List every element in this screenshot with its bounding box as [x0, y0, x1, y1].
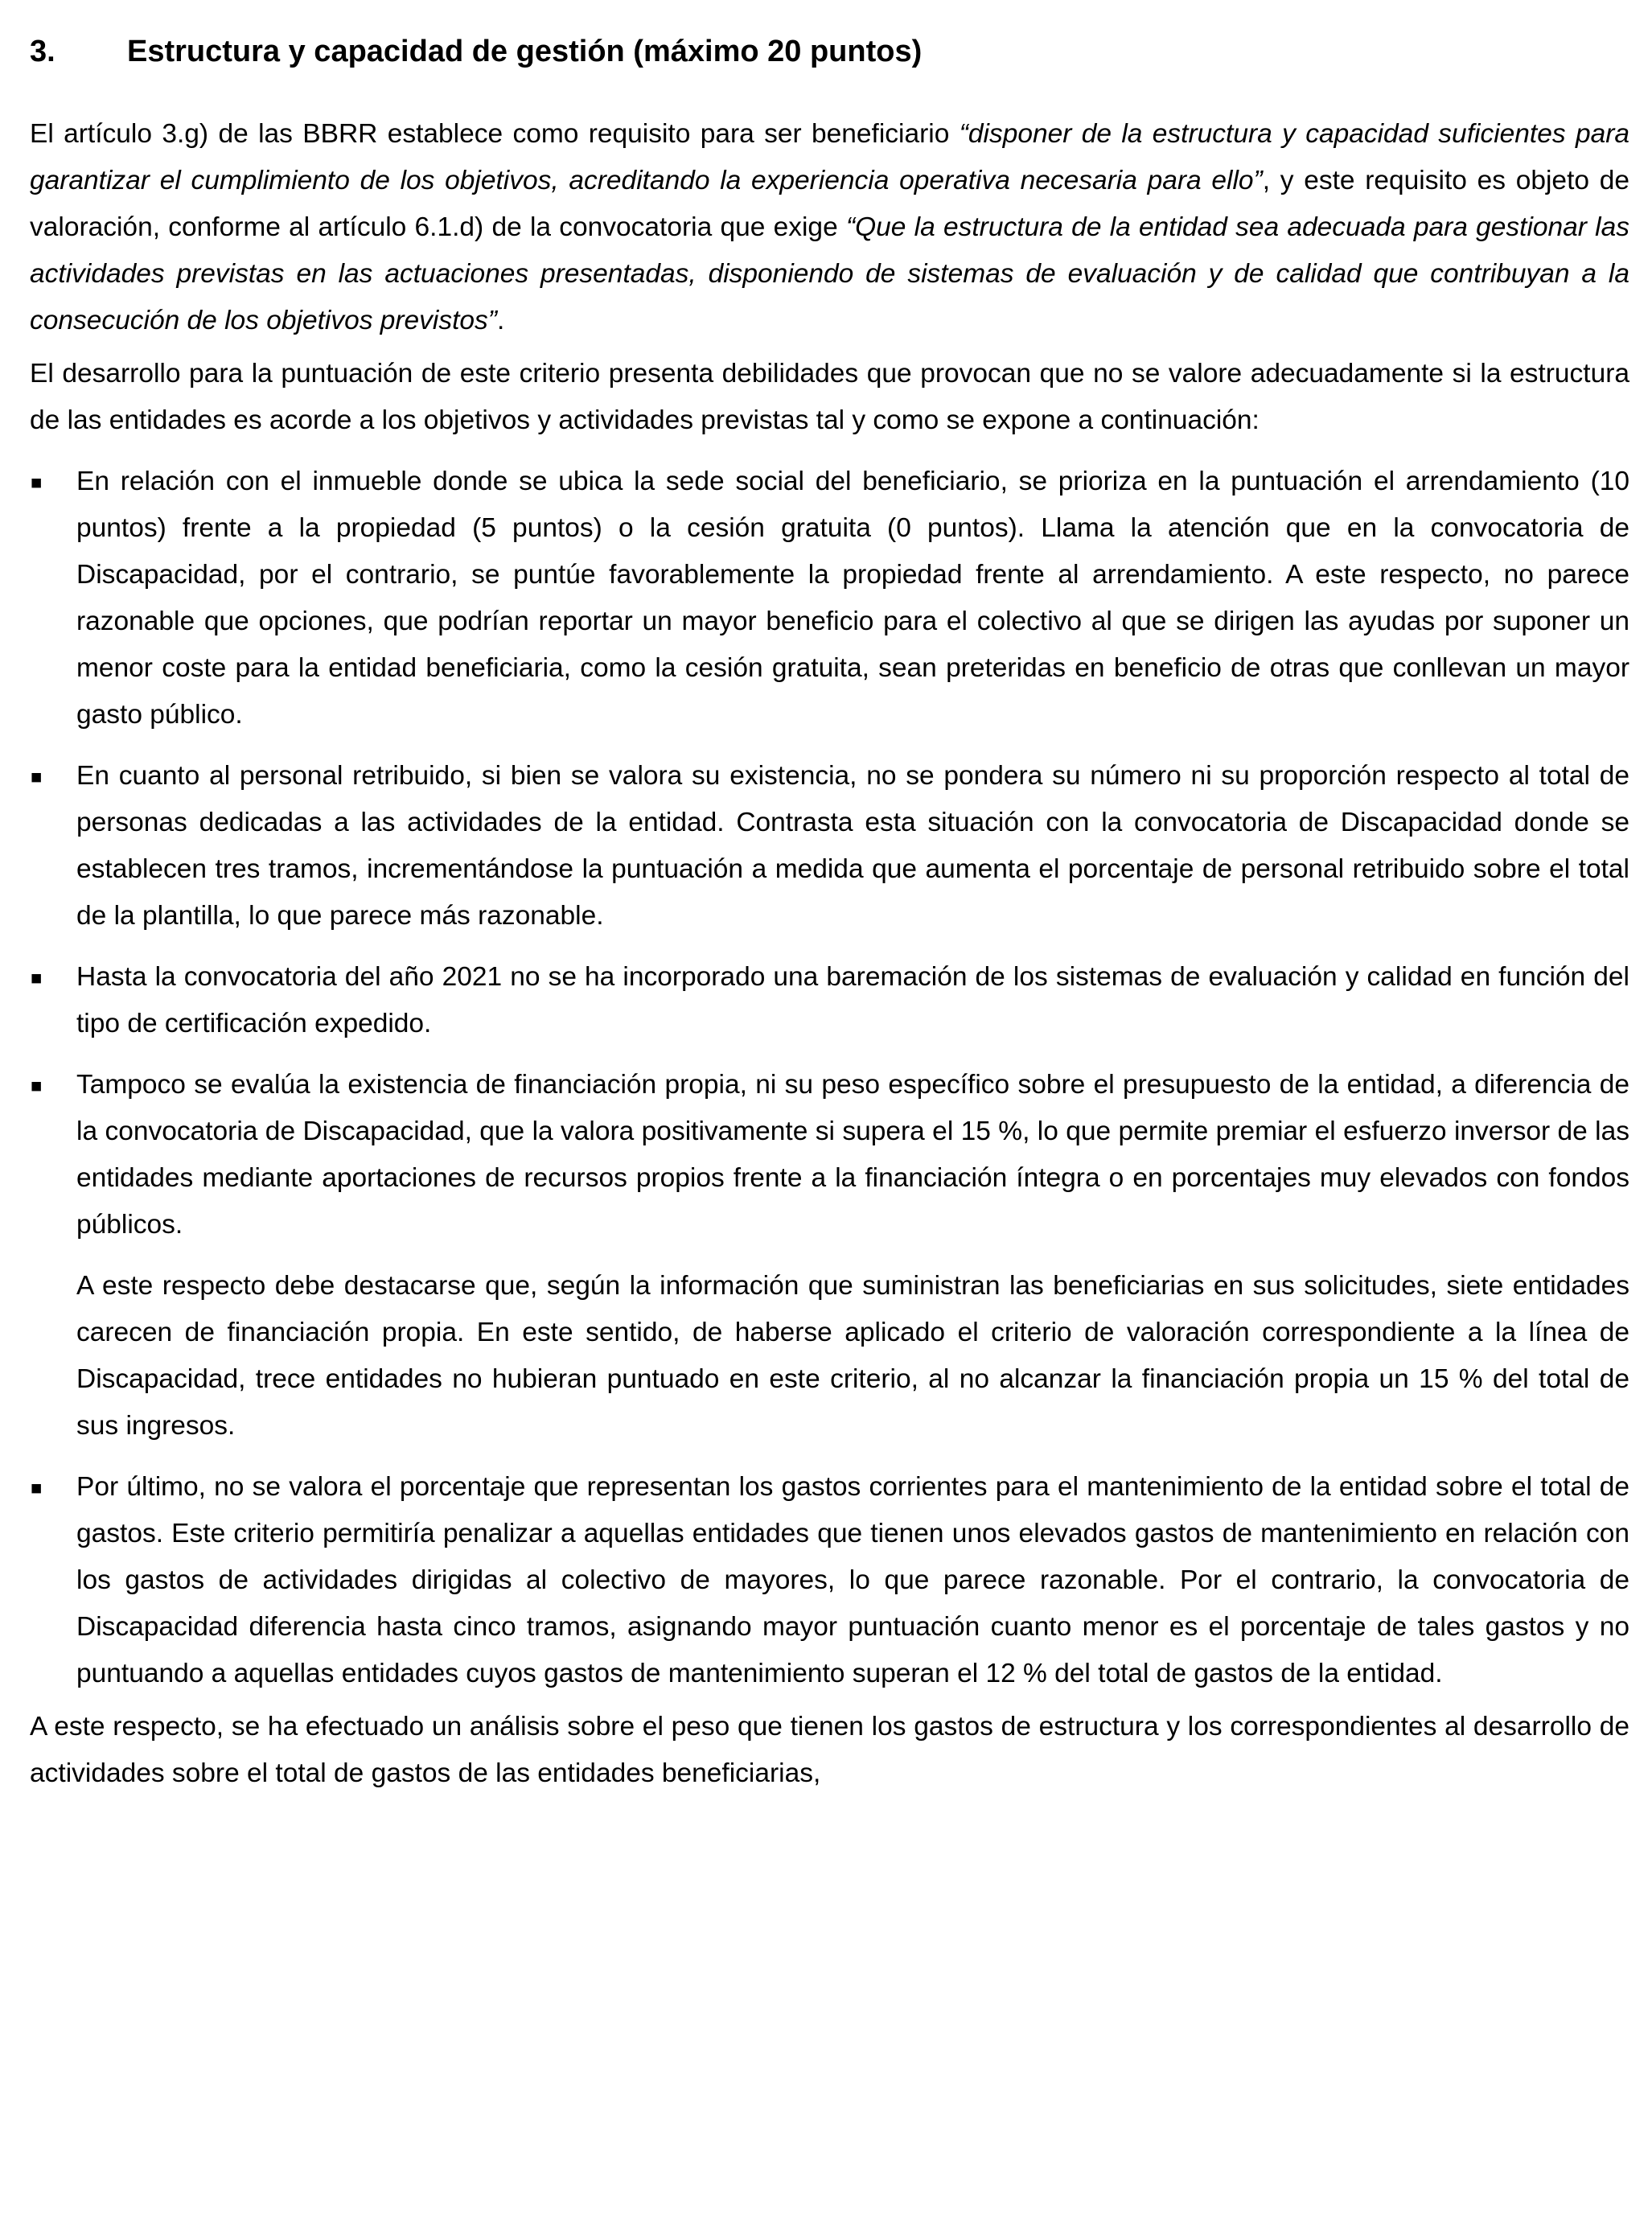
- paragraph-analisis-final: A este respecto, se ha efectuado un análisis sobre el peso que tienen los gastos de estructura y los correspondientes al desarrollo de actividades sobre el total de gastos de las entidades beneficiarias,: [30, 1712, 1629, 1788]
- bullet-icon: ▪: [30, 1064, 43, 1106]
- bullet-text-baremacion-2021: Hasta la convocatoria del año 2021 no se ha incorporado una baremación de los sistemas de evaluación y calidad en función del tipo de certificación expedido.: [76, 962, 1629, 1038]
- bullet-item-gastos-corrientes: [30, 1464, 1629, 1697]
- bullet-text-financiacion-propia: Tampoco se evalúa la existencia de financiación propia, ni su peso específico sobre el presupuesto de la entidad, a diferencia de la convocatoria de Discapacidad, que la valora positivamente si supera el 15 %, lo que permite premiar el esfuerzo inversor de las entidades mediante aportaciones de recursos propios frente a la financiación íntegra o en porcentajes muy elevados con fondos públicos.: [76, 1070, 1629, 1240]
- bullet-item-inmueble: [30, 459, 1629, 738]
- bullet-icon: ▪: [30, 956, 43, 998]
- section-number: 3.: [30, 35, 55, 68]
- paragraph-debilidades: El desarrollo para la puntuación de este criterio presenta debilidades que provocan que no se valore adecuadamente si la estructura de las entidades es acorde a los objetivos y actividades previstas tal y como se expone a continuación:: [30, 359, 1629, 435]
- bullet-icon: ▪: [30, 755, 43, 797]
- bullet-item-financiacion-propia: [30, 1062, 1629, 1248]
- bullet-icon: ▪: [30, 1466, 43, 1508]
- paragraph-siete-entidades: A este respecto debe destacarse que, según la información que suministran las beneficiarias en sus solicitudes, siete entidades carecen de financiación propia. En este sentido, de haberse aplicado el criterio de valoración correspondiente a la línea de Discapacidad, trece entidades no hubieran puntuado en este criterio, al no alcanzar la financiación propia un 15 % del total de sus ingresos.: [76, 1271, 1629, 1441]
- section-heading: [30, 32, 1629, 71]
- bullet-text-inmueble: En relación con el inmueble donde se ubica la sede social del beneficiario, se prioriza en la puntuación el arrendamiento (10 puntos) frente a la propiedad (5 puntos) o la cesión gratuita (0 puntos). Llama la atención que en la convocatoria de Discapacidad, por el contrario, se puntúe favorablemente la propiedad frente al arrendamiento. A este respecto, no parece razonable que opciones, que podrían reportar un mayor beneficio para el colectivo al que se dirigen las ayudas por suponer un menor coste para la entidad beneficiaria, como la cesión gratuita, sean preteridas en beneficio de otras que conllevan un mayor gasto público.: [76, 467, 1629, 730]
- bullet-text-personal-retribuido: En cuanto al personal retribuido, si bien se valora su existencia, no se pondera su número ni su proporción respecto al total de personas dedicadas a las actividades de la entidad. Contrasta esta situación con la convocatoria de Discapacidad donde se establecen tres tramos, incrementándose la puntuación a medida que aumenta el porcentaje de personal retribuido sobre el total de la plantilla, lo que parece más razonable.: [76, 761, 1629, 931]
- bullet-text-gastos-corrientes: Por último, no se valora el porcentaje que representan los gastos corrientes para el mantenimiento de la entidad sobre el total de gastos. Este criterio permitiría penalizar a aquellas entidades que tienen unos elevados gastos de mantenimiento en relación con los gastos de actividades dirigidas al colectivo de mayores, lo que parece razonable. Por el contrario, la convocatoria de Discapacidad diferencia hasta cinco tramos, asignando mayor puntuación cuanto menor es el porcentaje de tales gastos y no puntuando a aquellas entidades cuyos gastos de mantenimiento superan el 12 % del total de gastos de la entidad.: [76, 1472, 1629, 1688]
- paragraph-intro-bbrr: El artículo 3.g) de las BBRR establece como requisito para ser beneficiario “disponer de la estructura y capacidad suficientes para garantizar el cumplimiento de los objetivos, acreditando la experiencia operativa necesaria para ello”, y este requisito es objeto de valoración, conforme al artículo 6.1.d) de la convocatoria que exige “Que la estructura de la entidad sea adecuada para gestionar las actividades previstas en las actuaciones presentadas, disponiendo de sistemas de evaluación y de calidad que contribuyan a la consecución de los objetivos previstos”.: [30, 119, 1629, 335]
- bullet-item-baremacion-2021: [30, 954, 1629, 1047]
- bullet-icon: ▪: [30, 461, 43, 503]
- section-title: Estructura y capacidad de gestión (máximo 20 puntos): [127, 35, 923, 68]
- bullet-item-personal-retribuido: [30, 753, 1629, 940]
